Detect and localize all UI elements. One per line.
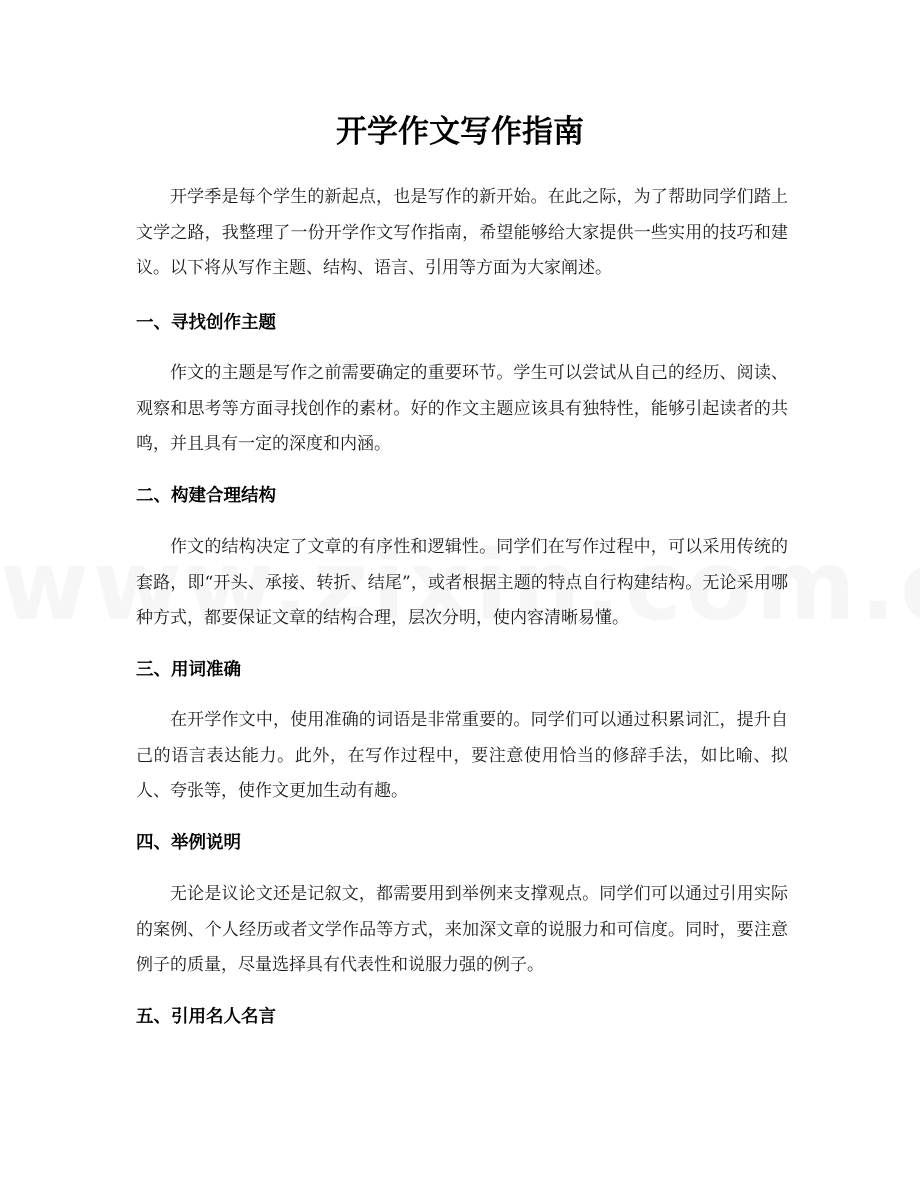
page-title: 开学作文写作指南 [336, 114, 584, 150]
section-body-4: 无论是议论文还是记叙文，都需要用到举例来支撑观点。同学们可以通过引用实际的案例、个人经历或者文学作品等方式，来加深文章的说服力和可信度。同时，要注意例子的质量，尽量选择具有代表性和说服力强的例子。 [136, 884, 788, 975]
section-heading-4: 四、举例说明 [136, 833, 241, 853]
section-heading-5: 五、引用名人名言 [136, 1007, 276, 1027]
section-heading-3: 三、用词准确 [136, 660, 241, 680]
section-heading-2: 二、构建合理结构 [136, 486, 276, 506]
intro-paragraph: 开学季是每个学生的新起点，也是写作的新开始。在此之际，为了帮助同学们踏上文学之路，我整理了一份开学作文写作指南，希望能够给大家提供一些实用的技巧和建议。以下将从写作主题、结构、语言、引用等方面为大家阐述。 [136, 187, 788, 278]
section-body-1: 作文的主题是写作之前需要确定的重要环节。学生可以尝试从自己的经历、阅读、观察和思考等方面寻找创作的素材。好的作文主题应该具有独特性，能够引起读者的共鸣，并且具有一定的深度和内涵。 [136, 363, 788, 454]
section-body-2: 作文的结构决定了文章的有序性和逻辑性。同学们在写作过程中，可以采用传统的套路，即“开头、承接、转折、结尾”，或者根据主题的特点自行构建结构。无论采用哪种方式，都要保证文章的结构合理，层次分明，使内容清晰易懂。 [136, 537, 788, 628]
section-body-3: 在开学作文中，使用准确的词语是非常重要的。同学们可以通过积累词汇，提升自己的语言表达能力。此外，在写作过程中，要注意使用恰当的修辞手法，如比喻、拟人、夸张等，使作文更加生动有趣。 [136, 710, 788, 801]
section-heading-1: 一、寻找创作主题 [136, 313, 276, 333]
